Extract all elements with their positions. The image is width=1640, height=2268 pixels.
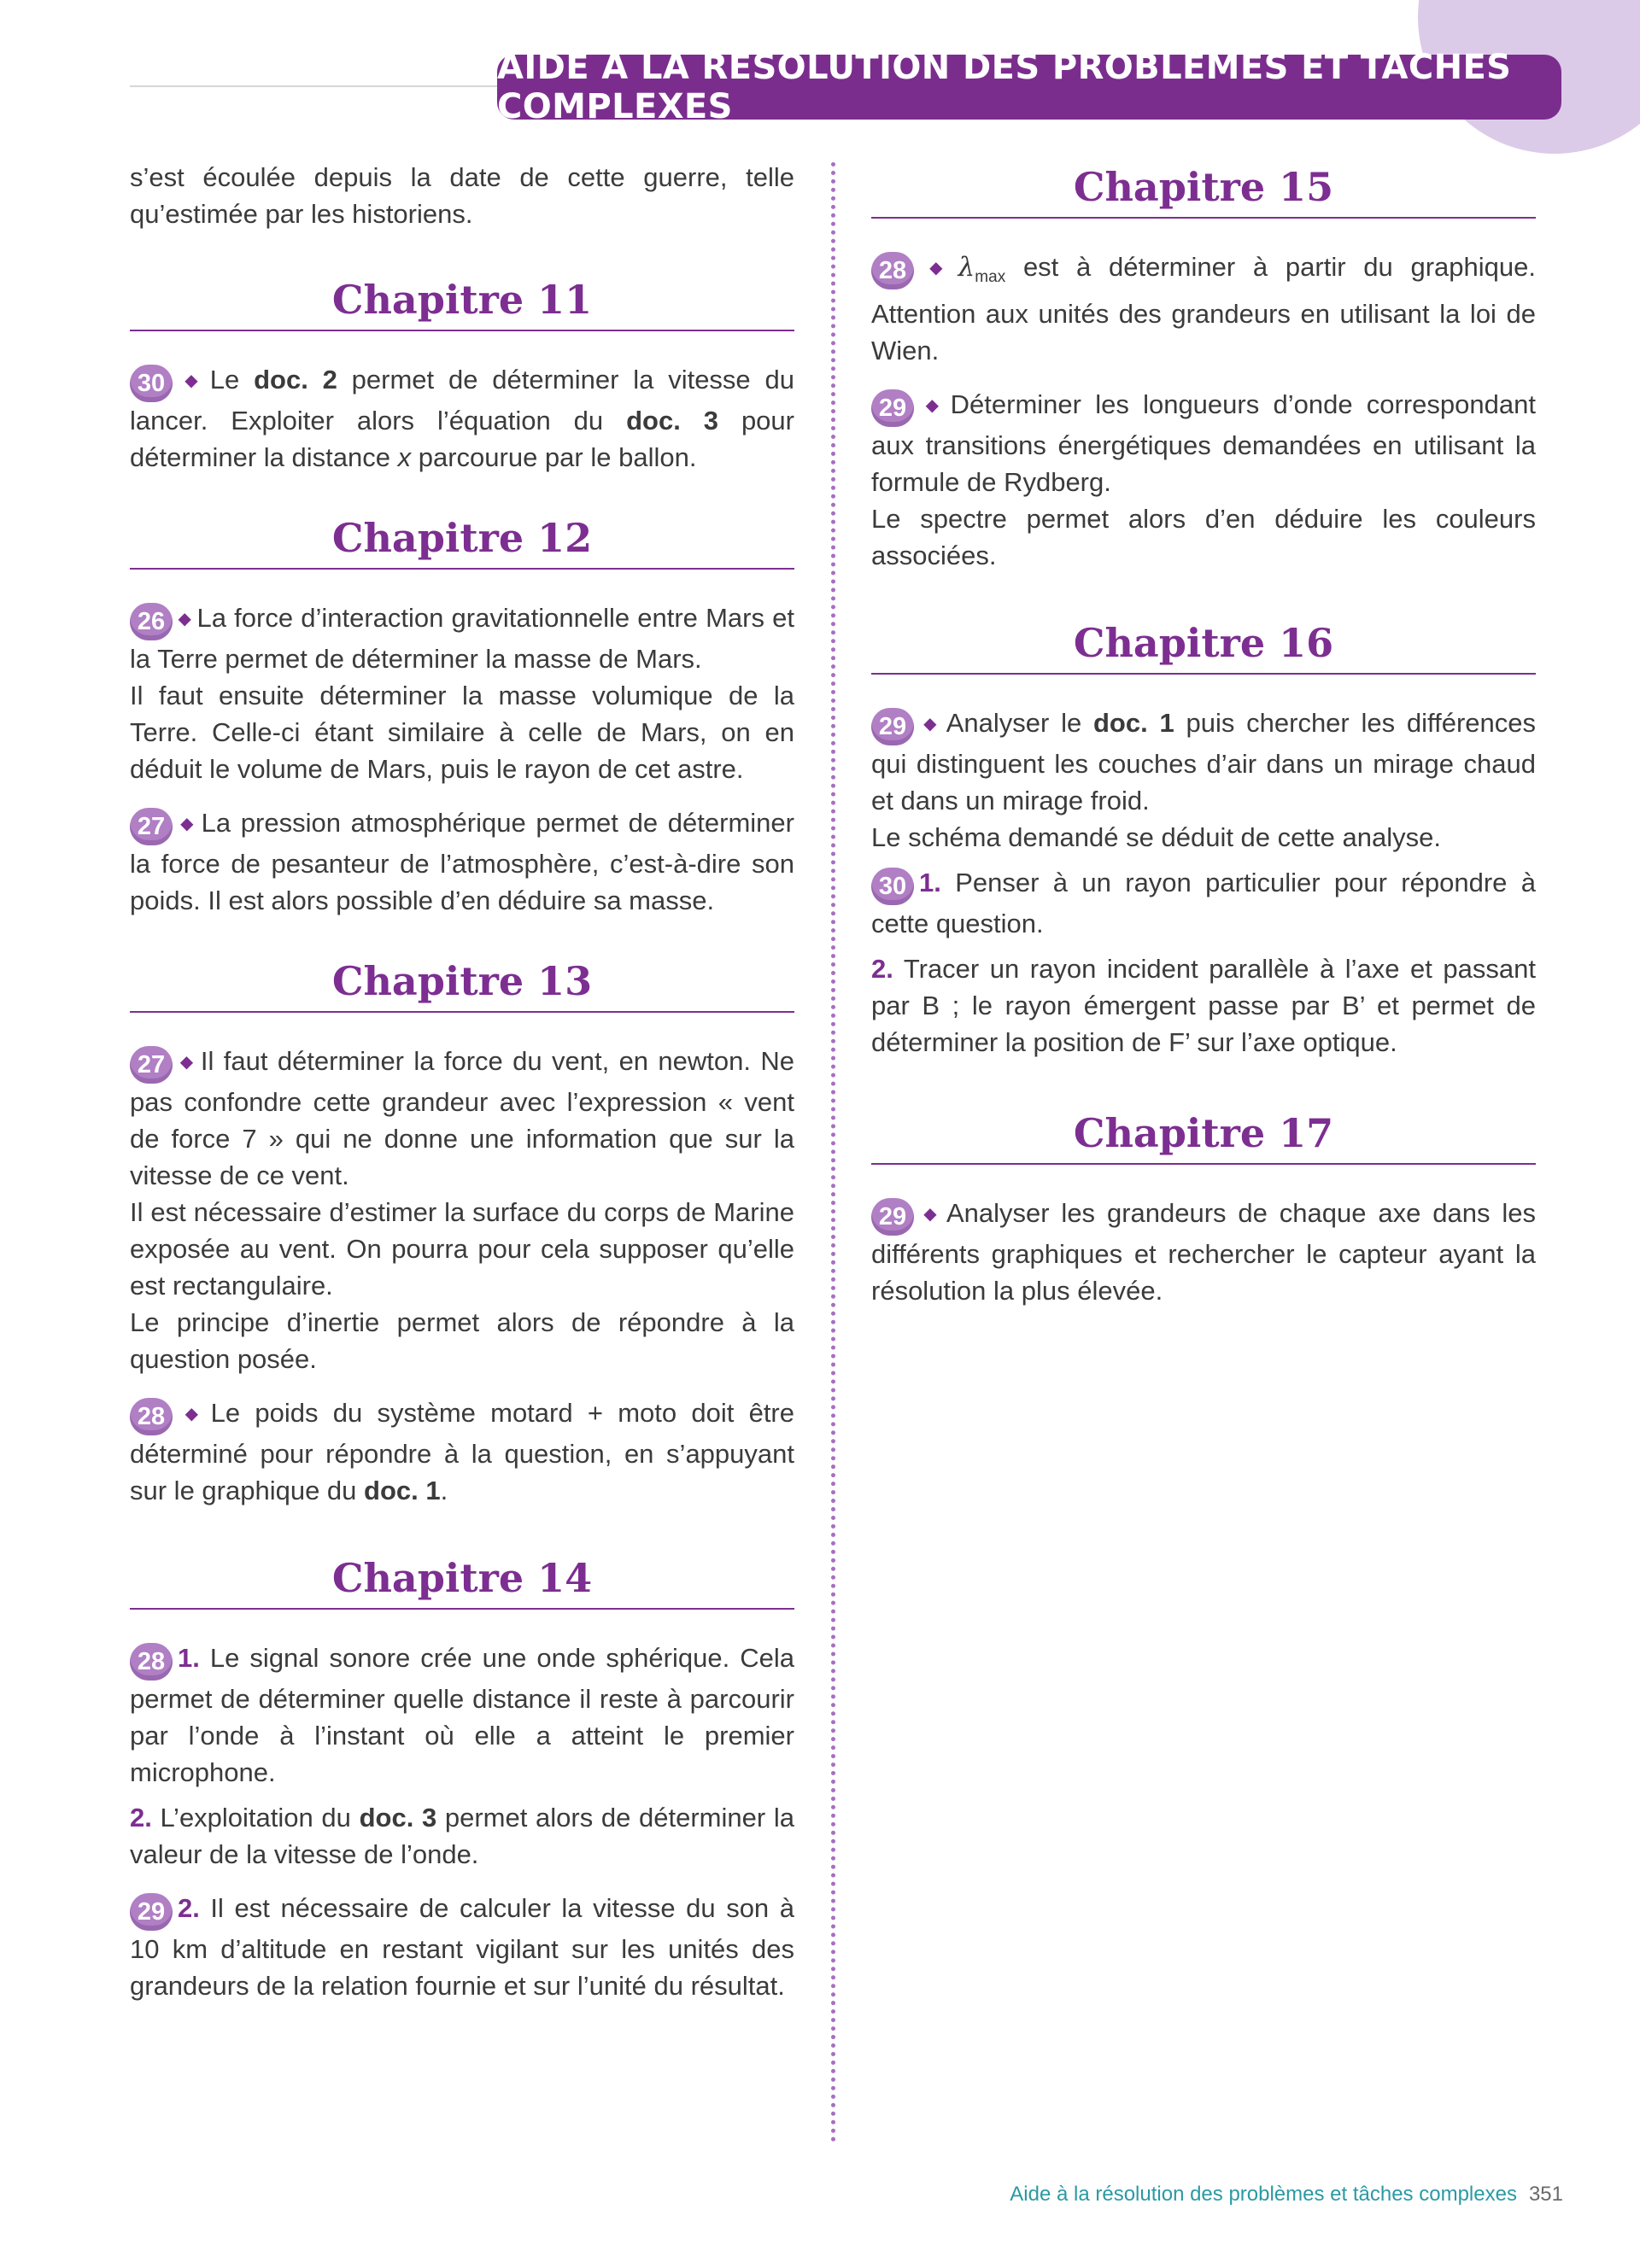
exercise-badge: 29 (130, 1893, 173, 1931)
diamond-icon: ◆ (919, 396, 946, 416)
ch15-exercise-29: 29 ◆ Déterminer les longueurs d’onde correspondant aux transitions énergétiques demandées en utilisant la formule de Rydberg. Le spectre permet alors d’en déduire les couleurs associées. (871, 389, 1536, 571)
exercise-badge: 28 (130, 1398, 173, 1435)
ch17-exercise-29: 29 ◆ Analyser les grandeurs de chaque axe dans les différents graphiques et rechercher le capteur ayant la résolution la plus élevée. (871, 1198, 1536, 1306)
exercise-badge: 27 (130, 808, 173, 845)
diamond-icon: ◆ (178, 815, 196, 833)
chapter-13-title: Chapitre 13 (130, 953, 794, 1013)
chapter-14-title: Chapitre 14 (130, 1550, 794, 1610)
diamond-icon: ◆ (178, 1405, 206, 1423)
intro-text: s’est écoulée depuis la date de cette guerre, telle qu’estimée par les historiens. (130, 162, 794, 229)
ch14-exercise-28: 28 1. Le signal sonore crée une onde sphérique. Cela permet de déterminer quelle distance il reste à parcourir par l’onde à l’instant où elle a atteint le premier microphone. 2. L’exploitation du doc. 3 permet alors de déterminer la valeur de la vitesse de l’onde. (130, 1643, 794, 1869)
ch13-exercise-27: 27 ◆ Il faut déterminer la force du vent, en newton. Ne pas confondre cette grandeur avec l’expression « vent de force 7 » qui ne donne une information que sur la vitesse de ce vent. Il est nécessaire d’estimer la surface du corps de Marine exposée au vent. On pourra pour cela supposer qu’elle est rectangulaire. Le principe d’inertie permet alors de répondre à la question posée. (130, 1046, 794, 1374)
diamond-icon: ◆ (178, 610, 192, 628)
ch12-exercise-27: 27 ◆ La pression atmosphérique permet de déterminer la force de pesanteur de l’atmosphère, c’est-à-dire son poids. Il est alors possible d’en déduire sa masse. (130, 808, 794, 915)
diamond-icon: ◆ (178, 371, 205, 390)
ch13-exercise-28: 28 ◆ Le poids du système motard + moto doit être déterminé pour répondre à la question, en s’appuyant sur le graphique du doc. 1. (130, 1398, 794, 1505)
footer-title: Aide à la résolution des problèmes et tâches complexes (1010, 2183, 1517, 2206)
column-divider (831, 162, 835, 2143)
ch11-exercise-30: 30 ◆ Le doc. 2 permet de déterminer la vitesse du lancer. Exploiter alors l’équation du doc. 3 pour déterminer la distance x parcourue par le ballon. (130, 365, 794, 472)
chapter-15-title: Chapitre 15 (871, 159, 1536, 219)
exercise-badge: 30 (130, 365, 173, 402)
ch12-exercise-26: 26 ◆ La force d’interaction gravitationnelle entre Mars et la Terre permet de déterminer la masse de Mars. Il faut ensuite déterminer la masse volumique de la Terre. Celle-ci étant similaire à celle de Mars, on en déduit le volume de Mars, puis le rayon de cet astre. (130, 603, 794, 784)
exercise-badge: 29 (871, 389, 914, 427)
chapter-16-title: Chapitre 16 (871, 615, 1536, 675)
diamond-icon: ◆ (919, 259, 953, 278)
exercise-badge: 30 (871, 868, 914, 905)
ch16-exercise-29: 29 ◆ Analyser le doc. 1 puis chercher les différences qui distinguent les couches d’air dans un mirage chaud et dans un mirage froid. Le schéma demandé se déduit de cette analyse. (871, 708, 1536, 853)
exercise-badge: 28 (130, 1643, 173, 1681)
diamond-icon: ◆ (919, 715, 941, 734)
diamond-icon: ◆ (919, 1205, 941, 1225)
page-footer (1010, 2183, 1563, 2207)
left-column (130, 159, 794, 2004)
chapter-11-title: Chapitre 11 (130, 272, 794, 331)
exercise-badge: 28 (871, 252, 914, 289)
right-column (871, 159, 1536, 1309)
page-number: 351 (1528, 2183, 1563, 2206)
exercise-badge: 29 (871, 1198, 914, 1236)
diamond-icon: ◆ (178, 1053, 196, 1072)
section-banner: AIDE À LA RÉSOLUTION DES PROBLÈMES ET TÂCHES COMPLEXES (497, 55, 1561, 120)
chapter-17-title: Chapitre 17 (871, 1105, 1536, 1165)
ch14-exercise-29: 29 2. Il est nécessaire de calculer la vitesse du son à 10 km d’altitude en restant vigilant sur les unités des grandeurs de la relation fournie et sur l’unité du résultat. (130, 1893, 794, 2001)
chapter-12-title: Chapitre 12 (130, 510, 794, 570)
exercise-badge: 29 (871, 708, 914, 745)
exercise-badge: 26 (130, 603, 173, 640)
ch15-exercise-28: 28 ◆ $\lambda_{max}$ est à déterminer à partir du graphique. Attention aux unités des grandeurs en utilisant la loi de Wien. (871, 252, 1536, 366)
header-rule (130, 85, 506, 87)
exercise-badge: 27 (130, 1046, 173, 1084)
ch16-exercise-30: 30 1. Penser à un rayon particulier pour répondre à cette question. 2. Tracer un rayon incident parallèle à l’axe et passant par B ; le rayon émergent passe par B’ et permet de déterminer la position de F’ sur l’axe optique. (871, 868, 1536, 1058)
